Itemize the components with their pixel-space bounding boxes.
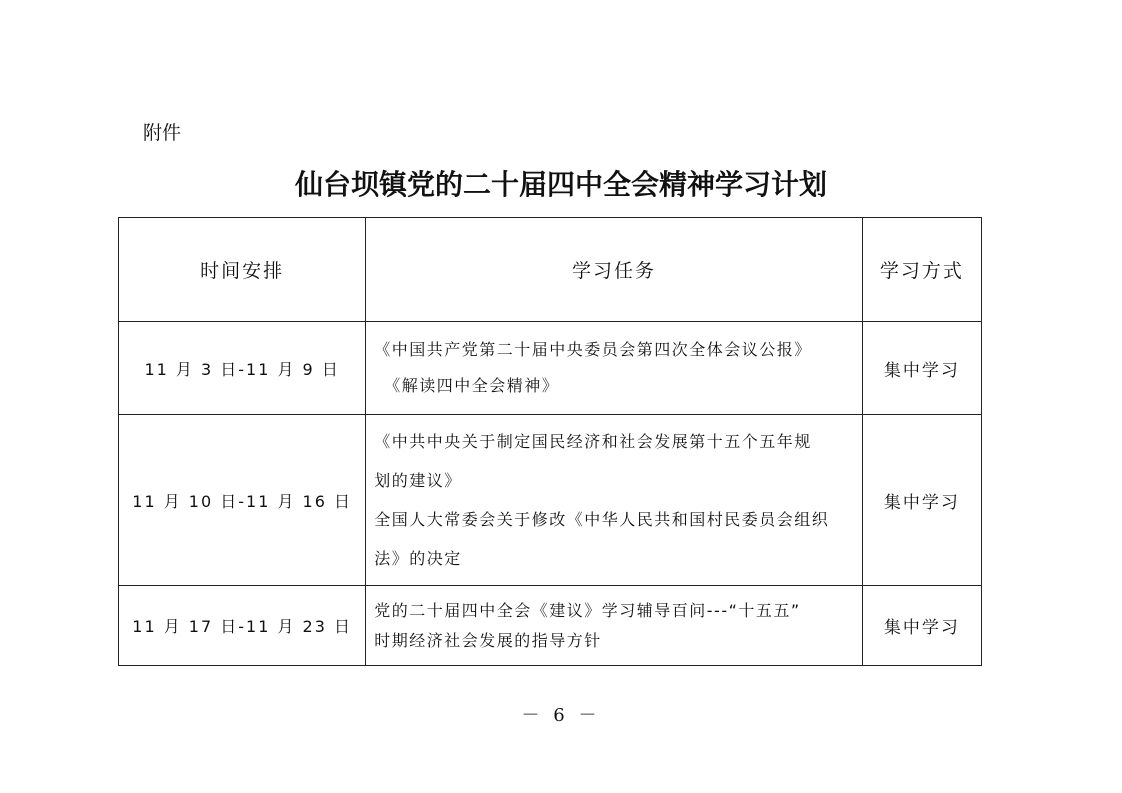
method-cell: 集中学习	[862, 322, 981, 415]
task-cell	[366, 322, 863, 415]
table-row	[119, 322, 982, 415]
task-cell	[366, 586, 863, 666]
document-title: 仙台坝镇党的二十届四中全会精神学习计划	[294, 168, 827, 201]
task-line: 时期经济社会发展的指导方针	[374, 630, 602, 650]
method-cell: 集中学习	[862, 415, 981, 586]
task-line: 《中国共产党第二十届中央委员会第四次全体会议公报》	[374, 340, 812, 359]
task-cell	[366, 415, 863, 586]
table-row	[119, 415, 982, 586]
task-line: 《中共中央关于制定国民经济和社会发展第十五个五年规	[374, 432, 812, 451]
time-cell: 11 月 10 日-11 月 16 日	[119, 415, 366, 586]
method-cell: 集中学习	[862, 586, 981, 666]
task-line: 《解读四中全会精神》	[384, 376, 560, 395]
time-cell: 11 月 17 日-11 月 23 日	[119, 586, 366, 666]
task-line: 法》的决定	[374, 549, 462, 568]
study-plan-table	[118, 217, 982, 666]
attachment-label: 附件	[143, 122, 182, 144]
task-line: 党的二十届四中全会《建议》学习辅导百问---“十五五”	[374, 600, 801, 620]
table-header-row	[119, 218, 982, 322]
header-method: 学习方式	[862, 218, 981, 322]
table-row	[119, 586, 982, 666]
task-line: 划的建议》	[374, 471, 462, 490]
header-task: 学习任务	[366, 218, 863, 322]
page-number: － 6 －	[521, 705, 601, 726]
header-time: 时间安排	[119, 218, 366, 322]
task-line: 全国人大常委会关于修改《中华人民共和国村民委员会组织	[374, 510, 830, 529]
time-cell: 11 月 3 日-11 月 9 日	[119, 322, 366, 415]
